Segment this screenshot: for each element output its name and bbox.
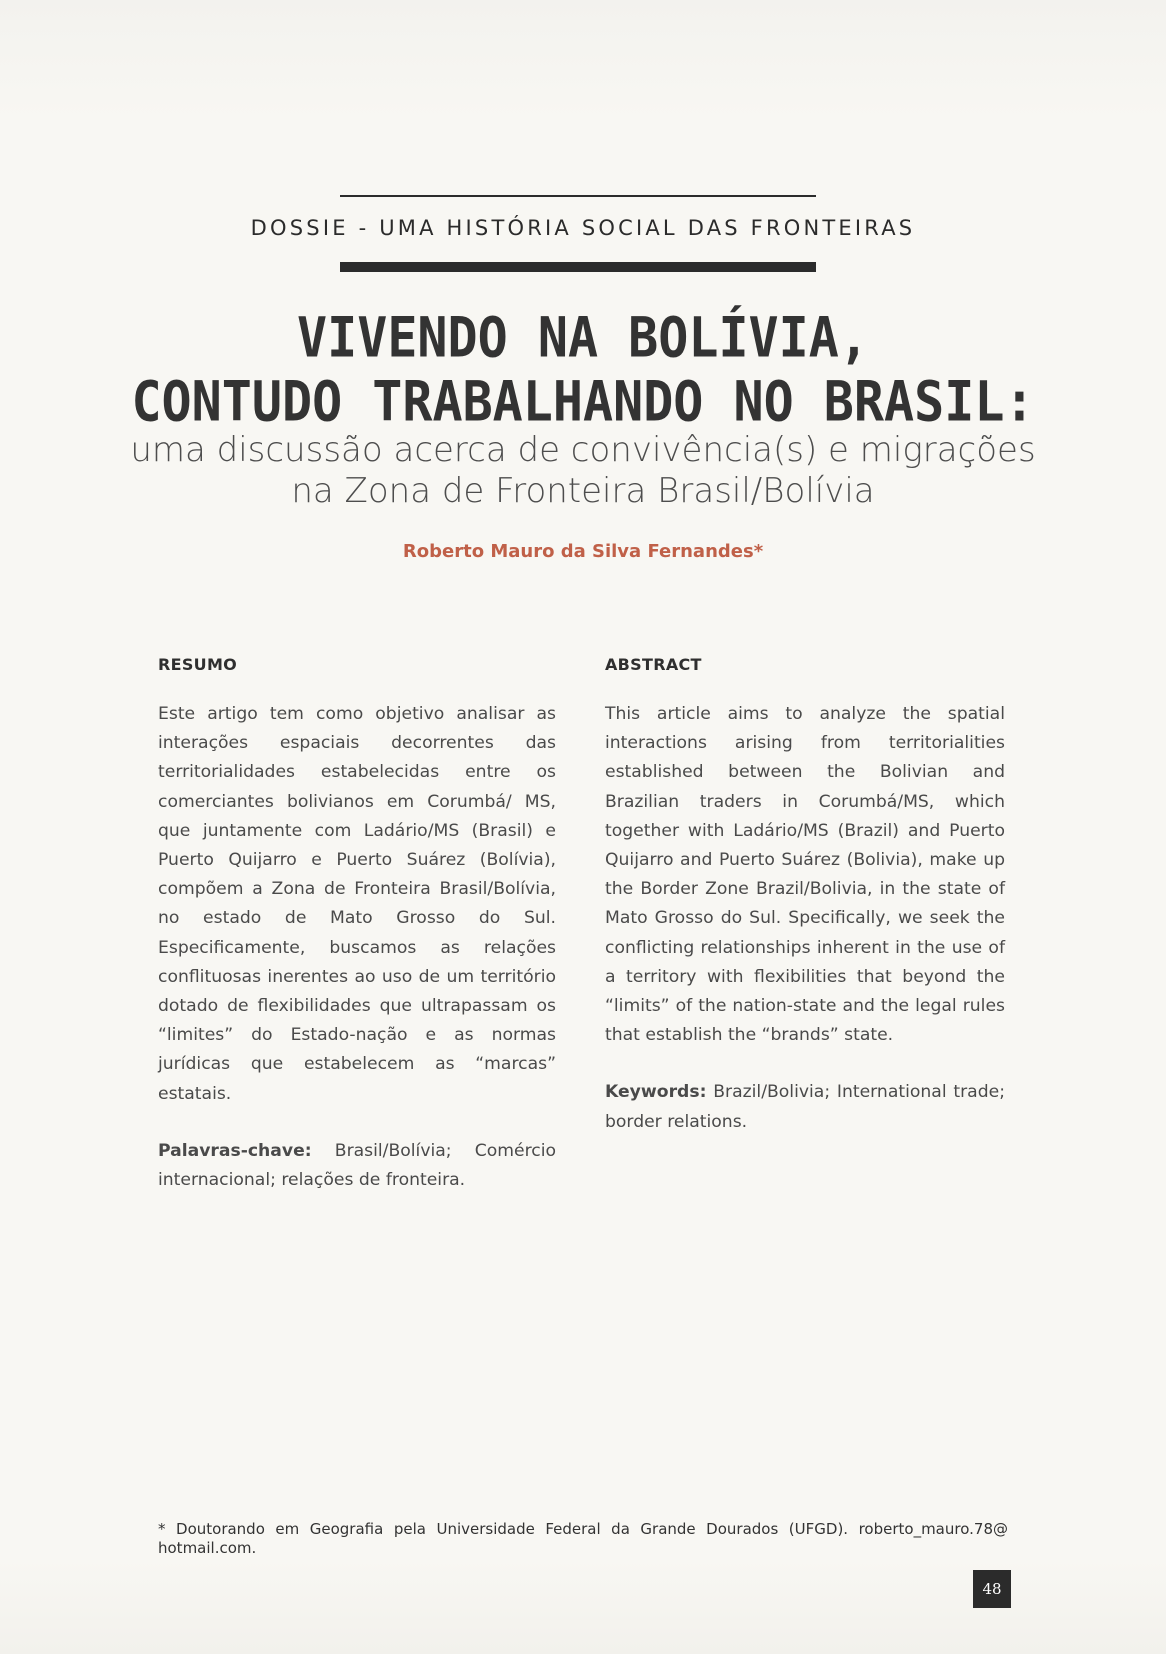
- abstract-keywords-value: Brazil/Bolivia; International trade; border relations.: [605, 1082, 1005, 1132]
- author-name: Roberto Mauro da Silva Fernandes*: [402, 541, 764, 562]
- resumo-keywords-label: Palavras-chave:: [158, 1140, 312, 1161]
- resumo-text: Este artigo tem como objetivo analisar as interações espaciais decorrentes das territorialidades estabelecidas entre os comerciantes bolivianos em Corumbá/ MS, que juntamente com Ladário/MS (Brasil) e Puerto Quijarro e Puerto Suárez (Bolívia), compõem a Zona de Fronteira Brasil/Bolívia, no estado de Mato Grosso do Sul. Especificamente, buscamos as relações conflituosas inerentes ao uso de um território dotado de flexibilidades que ultrapassam os “limites” do Estado-nação e as normas jurídicas que estabelecem as “marcas” estatais.: [158, 704, 556, 1104]
- abstract-heading: ABSTRACT: [605, 655, 702, 674]
- section-title: DOSSIE - UMA HISTÓRIA SOCIAL DAS FRONTEIRAS: [250, 216, 916, 240]
- resumo-keywords-value: Brasil/Bolívia; Comércio internacional; relações de fronteira.: [158, 1140, 556, 1191]
- title-line-2: CONTUDO TRABALHANDO NO BRASIL:: [131, 369, 1035, 434]
- page-number: 48: [973, 1570, 1011, 1608]
- abstract-text: This article aims to analyze the spatial interactions arising from territorialities established between the Bolivian and Brazilian traders in Corumbá/MS, which together with Ladário/MS (Brazil) and Puerto Quijarro and Puerto Suárez (Bolivia), make up the Border Zone Brazil/Bolivia, in the state of Mato Grosso do Sul. Specifically, we seek the conflicting relationships inherent in the use of a territory with flexibilities that beyond the “limits” of the nation-state and the legal rules that establish the “brands” state.: [605, 704, 1005, 1046]
- header-rule-thick: [340, 262, 816, 272]
- article-title: [0, 306, 1166, 434]
- resumo-heading: RESUMO: [158, 655, 238, 674]
- title-line-1: VIVENDO NA BOLÍVIA,: [297, 306, 869, 370]
- header-rule-thin: [340, 195, 816, 197]
- resumo-column: [158, 655, 556, 1195]
- author-footnote: * Doutorando em Geografia pela Universidade Federal da Grande Dourados (UFGD). roberto_mauro.78@ hotmail.com.: [158, 1520, 1008, 1557]
- abstract-keywords: [605, 1078, 1005, 1136]
- subtitle-line-1: uma discussão acerca de convivência(s) e migrações: [130, 430, 1036, 470]
- subtitle-line-2: na Zona de Fronteira Brasil/Bolívia: [291, 471, 875, 511]
- resumo-keywords: [158, 1137, 556, 1195]
- abstract-column: [605, 655, 1005, 1137]
- abstract-keywords-label: Keywords:: [605, 1082, 707, 1103]
- article-subtitle: [0, 430, 1166, 512]
